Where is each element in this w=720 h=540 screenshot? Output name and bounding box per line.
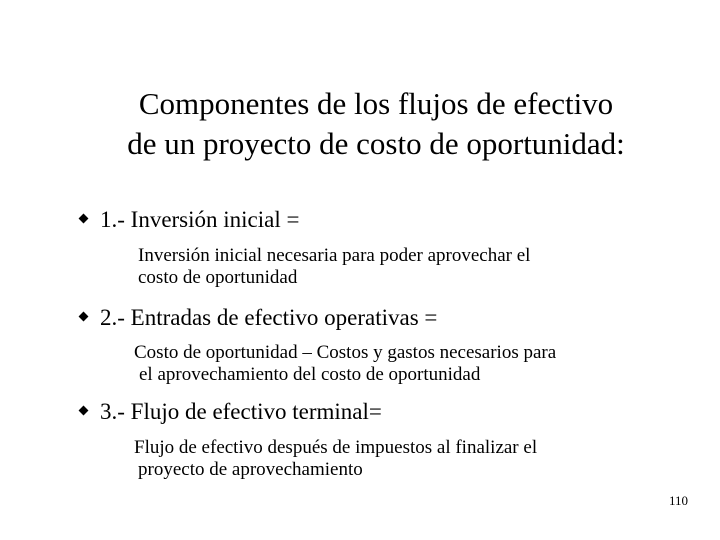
bullet-item-1-detail [138, 245, 530, 289]
bullet-item-2-heading: 2.- Entradas de efectivo operativas = [100, 305, 438, 330]
page-number: 110 [668, 493, 688, 508]
bullet-item-3-detail [134, 437, 537, 481]
diamond-bullet-icon [79, 312, 89, 322]
bullet-item-1 [80, 206, 299, 234]
bullet-item-2-detail-line-1: Costo de oportunidad – Costos y gastos necesarios para [134, 342, 557, 363]
bullet-item-2-detail [134, 342, 556, 386]
bullet-item-1-heading: 1.- Inversión inicial = [100, 207, 300, 232]
slide-title [0, 84, 720, 164]
bullet-item-1-detail-line-2: costo de oportunidad [138, 267, 298, 288]
slide-title-line-2: de un proyecto de costo de oportunidad: [127, 126, 625, 161]
slide-title-line-1: Componentes de los flujos de efectivo [138, 86, 614, 121]
diamond-bullet-icon [79, 406, 89, 416]
bullet-item-1-detail-line-1: Inversión inicial necesaria para poder aprovechar el [138, 245, 531, 266]
diamond-bullet-icon [79, 214, 89, 224]
bullet-item-3-detail-line-1: Flujo de efectivo después de impuestos al finalizar el [134, 437, 538, 458]
bullet-item-2-detail-line-2: el aprovechamiento del costo de oportunidad [139, 364, 481, 385]
bullet-item-3 [80, 398, 382, 426]
bullet-item-2 [80, 304, 437, 332]
bullet-item-3-detail-line-2: proyecto de aprovechamiento [138, 459, 363, 480]
bullet-item-3-heading: 3.- Flujo de efectivo terminal= [100, 399, 382, 424]
